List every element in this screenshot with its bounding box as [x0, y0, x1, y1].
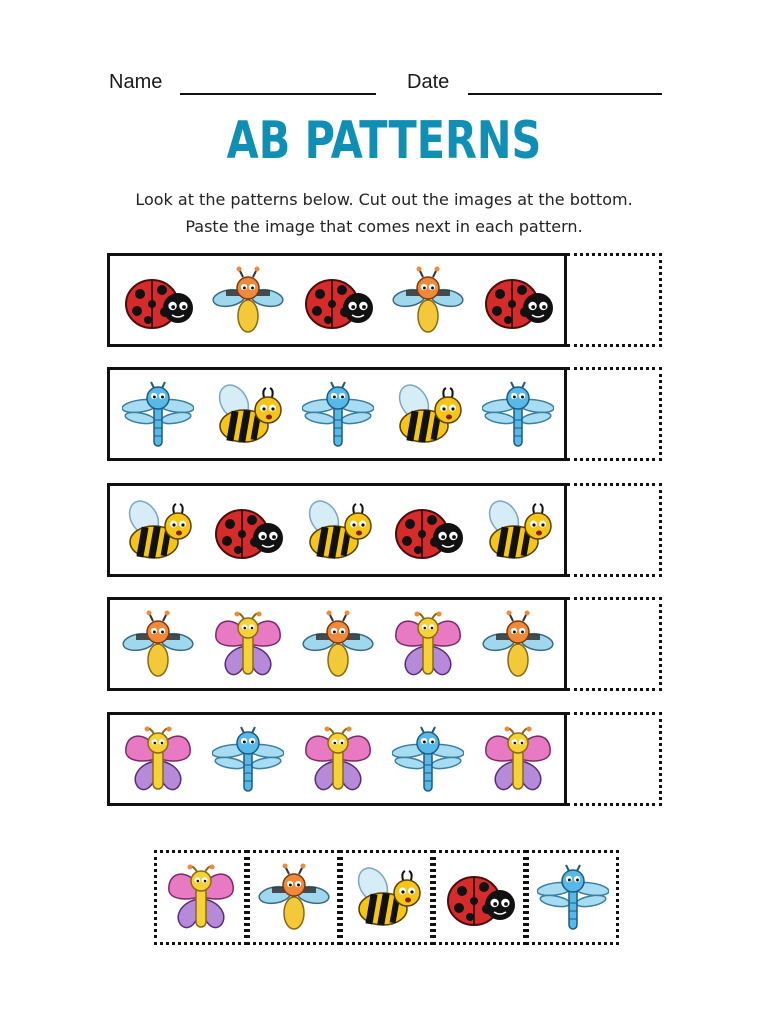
name-label: Name — [109, 71, 163, 93]
firefly-icon — [122, 610, 194, 680]
pattern-row — [107, 712, 567, 806]
butterfly-icon — [122, 725, 194, 795]
firefly-icon — [212, 266, 284, 336]
date-label: Date — [407, 71, 450, 93]
ladybug-icon — [482, 266, 554, 336]
answer-slot[interactable] — [567, 367, 662, 461]
dragonfly-icon — [212, 725, 284, 795]
butterfly-icon — [165, 863, 237, 933]
name-line — [180, 93, 376, 95]
bee-icon — [122, 496, 194, 566]
ladybug-icon — [392, 496, 464, 566]
dragonfly-icon — [537, 863, 609, 933]
instruction-line-2: Paste the image that comes next in each pattern. — [185, 217, 583, 236]
ladybug-icon — [302, 266, 374, 336]
pattern-row — [107, 367, 567, 461]
bee-icon — [302, 496, 374, 566]
cutout-bee[interactable] — [340, 850, 433, 945]
cutout-firefly[interactable] — [247, 850, 340, 945]
cutout-dragonfly[interactable] — [526, 850, 619, 945]
dragonfly-icon — [122, 380, 194, 450]
firefly-icon — [302, 610, 374, 680]
bee-icon — [351, 863, 423, 933]
ladybug-icon — [122, 266, 194, 336]
butterfly-icon — [482, 725, 554, 795]
bee-icon — [482, 496, 554, 566]
dragonfly-icon — [392, 725, 464, 795]
pattern-row — [107, 483, 567, 577]
butterfly-icon — [392, 610, 464, 680]
bee-icon — [212, 380, 284, 450]
butterfly-icon — [302, 725, 374, 795]
firefly-icon — [258, 863, 330, 933]
answer-slot[interactable] — [567, 483, 662, 577]
bee-icon — [392, 380, 464, 450]
answer-slot[interactable] — [567, 712, 662, 806]
pattern-row — [107, 253, 567, 347]
page-title: AB PATTERNS — [226, 109, 542, 171]
date-line — [468, 93, 662, 95]
pattern-row — [107, 597, 567, 691]
cutout-ladybug[interactable] — [433, 850, 526, 945]
firefly-icon — [482, 610, 554, 680]
answer-slot[interactable] — [567, 253, 662, 347]
ladybug-icon — [444, 863, 516, 933]
instruction-line-1: Look at the patterns below. Cut out the images at the bottom. — [135, 190, 633, 209]
cutout-butterfly[interactable] — [154, 850, 247, 945]
firefly-icon — [392, 266, 464, 336]
dragonfly-icon — [482, 380, 554, 450]
butterfly-icon — [212, 610, 284, 680]
answer-slot[interactable] — [567, 597, 662, 691]
dragonfly-icon — [302, 380, 374, 450]
ladybug-icon — [212, 496, 284, 566]
